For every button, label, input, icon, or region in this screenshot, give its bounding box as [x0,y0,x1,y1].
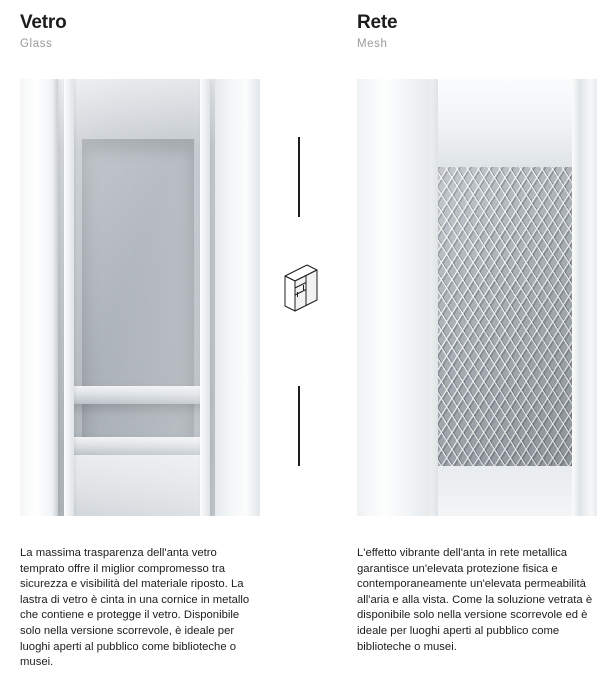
mesh-panel [429,167,581,466]
cabinet-frame-right [581,79,597,516]
door-stile-left [64,79,74,516]
column-title-vetro: Vetro [20,12,67,33]
column-body-rete: L'effetto vibrante dell'anta in rete metallica garantisce un'elevata protezione fisica e contemporaneamente un'elevata permeabilità all'aria e alla vista. Come la soluzione vetrata è disponibile solo nella versione scorrevole ed è ideale per luoghi aperti al pubblico come biblioteche o musei. [357,547,593,653]
divider-line-top [298,137,300,217]
cabinet-frame-left [20,79,58,516]
cabinet-top-band [429,79,581,167]
cabinet-icon [283,262,319,314]
glass-door-cabinet-photo [20,79,260,516]
column-rete [357,0,597,51]
cabinet-frame-left [357,79,429,516]
column-subtitle-vetro: Glass [20,38,53,50]
door-stile-right [200,79,210,516]
glass-highlight [58,79,215,149]
mesh-door-cabinet-photo [357,79,597,516]
divider-line-bottom [298,386,300,466]
cabinet-frame-right [215,79,260,516]
column-vetro [20,0,260,51]
mesh-door-stile-right [572,79,581,516]
column-title-rete: Rete [357,12,398,33]
mesh-shading [429,167,581,466]
column-subtitle-rete: Mesh [357,38,388,50]
cabinet-bottom-band [429,466,581,516]
column-body-vetro: La massima trasparenza dell'anta vetro temprato offre il miglior compromesso tra sicurezza e visibilità del materiale riposto. La lastra di vetro è cinta in una cornice in metallo che contiene e protegge il vetro. Disponibile solo nella versione scorrevole, è ideale per luoghi aperti al pubblico come biblioteche o musei. [20,547,250,669]
